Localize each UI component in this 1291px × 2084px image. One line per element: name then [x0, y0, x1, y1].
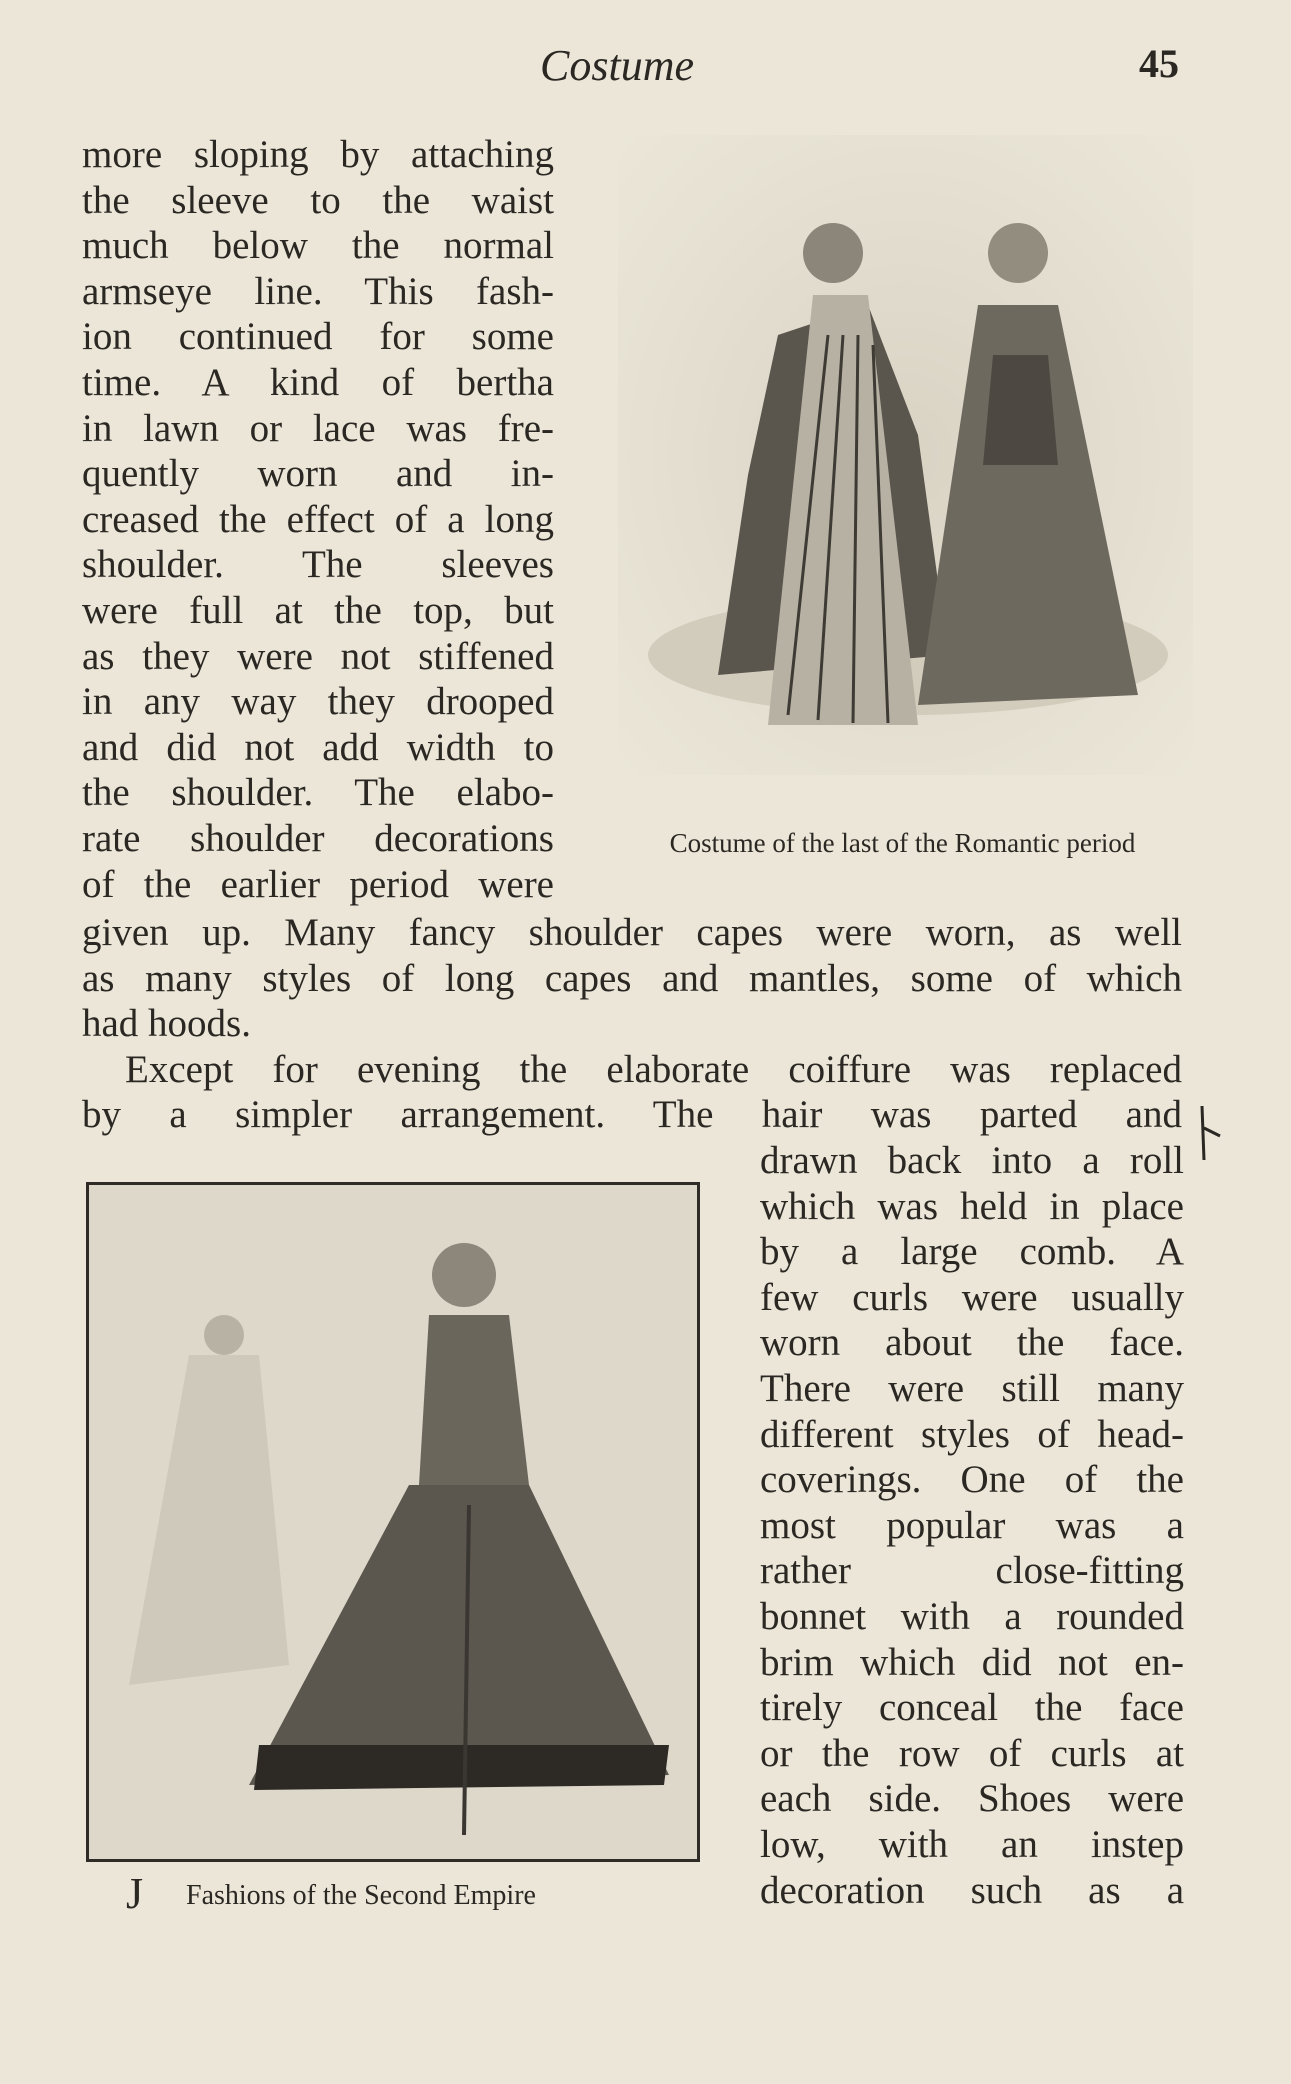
running-title: Costume [540, 41, 694, 90]
text-line: There were still many [760, 1366, 1184, 1410]
two-women-engraving [618, 135, 1193, 775]
text-line: ion continued for some [82, 315, 554, 359]
margin-pencil-mark [1196, 1100, 1226, 1180]
text-line: had hoods. [82, 1002, 251, 1046]
text-line: different styles of head- [760, 1412, 1184, 1456]
text-line: drawn back into a roll [760, 1139, 1184, 1182]
text-line: each side. Shoes were [760, 1777, 1184, 1821]
figure-mark: J [126, 1869, 144, 1918]
text-line: tirely conceal the face [760, 1686, 1184, 1730]
text-line: given up. Many fancy shoulder capes were worn, as well [82, 911, 1182, 954]
text-line: the sleeve to the waist [82, 178, 554, 222]
text-line: coverings. One of the [760, 1458, 1184, 1502]
body-text-full-width [82, 910, 1182, 1138]
text-line: rate shoulder decorations [82, 816, 554, 860]
figure-second-empire-illustration [86, 1182, 700, 1862]
text-line: which was held in place [760, 1184, 1184, 1228]
figure-caption-bottom: Fashions of the Second Empire [186, 1880, 536, 1911]
paragraph-first-line: Except for evening the elaborate coiffure was replaced [125, 1047, 1182, 1091]
text-line: worn about the face. [760, 1321, 1184, 1365]
woman-in-crinoline-engraving [89, 1185, 697, 1859]
text-line: decoration such as a [760, 1868, 1184, 1912]
text-line: were full at the top, but [82, 588, 554, 632]
text-line: or the row of curls at [760, 1731, 1184, 1775]
figure-caption-top: Costume of the last of the Romantic period [669, 828, 1136, 858]
text-line: and did not add width to [82, 725, 554, 769]
text-line: as many styles of long capes and mantles, some of which [82, 956, 1182, 1000]
body-text-column-top-left [82, 132, 554, 907]
text-line: more sloping by attaching [82, 133, 554, 176]
text-line: most popular was a [760, 1503, 1184, 1547]
text-line: creased the effect of a long [82, 497, 554, 541]
text-line: low, with an instep [760, 1822, 1184, 1866]
page-number: 45 [1139, 41, 1179, 86]
text-line: few curls were usually [760, 1275, 1184, 1319]
text-line: shoulder. The sleeves [82, 543, 554, 587]
text-line: of the earlier period were [82, 862, 554, 906]
text-line: as they were not stiffened [82, 634, 554, 678]
text-line: in any way they drooped [82, 680, 554, 724]
text-line: bonnet with a rounded [760, 1594, 1184, 1638]
text-line: rather close-fitting [760, 1549, 1184, 1593]
text-line: in lawn or lace was fre- [82, 406, 554, 450]
text-line: time. A kind of bertha [82, 360, 554, 404]
text-line: brim which did not en- [760, 1640, 1184, 1684]
figure-romantic-period-illustration [618, 135, 1193, 775]
text-line: much below the normal [82, 224, 554, 268]
text-line: the shoulder. The elabo- [82, 771, 554, 815]
text-line: by a simpler arrangement. The hair was parted and [82, 1093, 1182, 1137]
body-text-column-bottom-right [760, 1138, 1184, 1913]
text-line: armseye line. This fash- [82, 269, 554, 313]
text-line: quently worn and in- [82, 452, 554, 496]
running-head [0, 40, 1291, 100]
text-line: by a large comb. A [760, 1230, 1184, 1274]
